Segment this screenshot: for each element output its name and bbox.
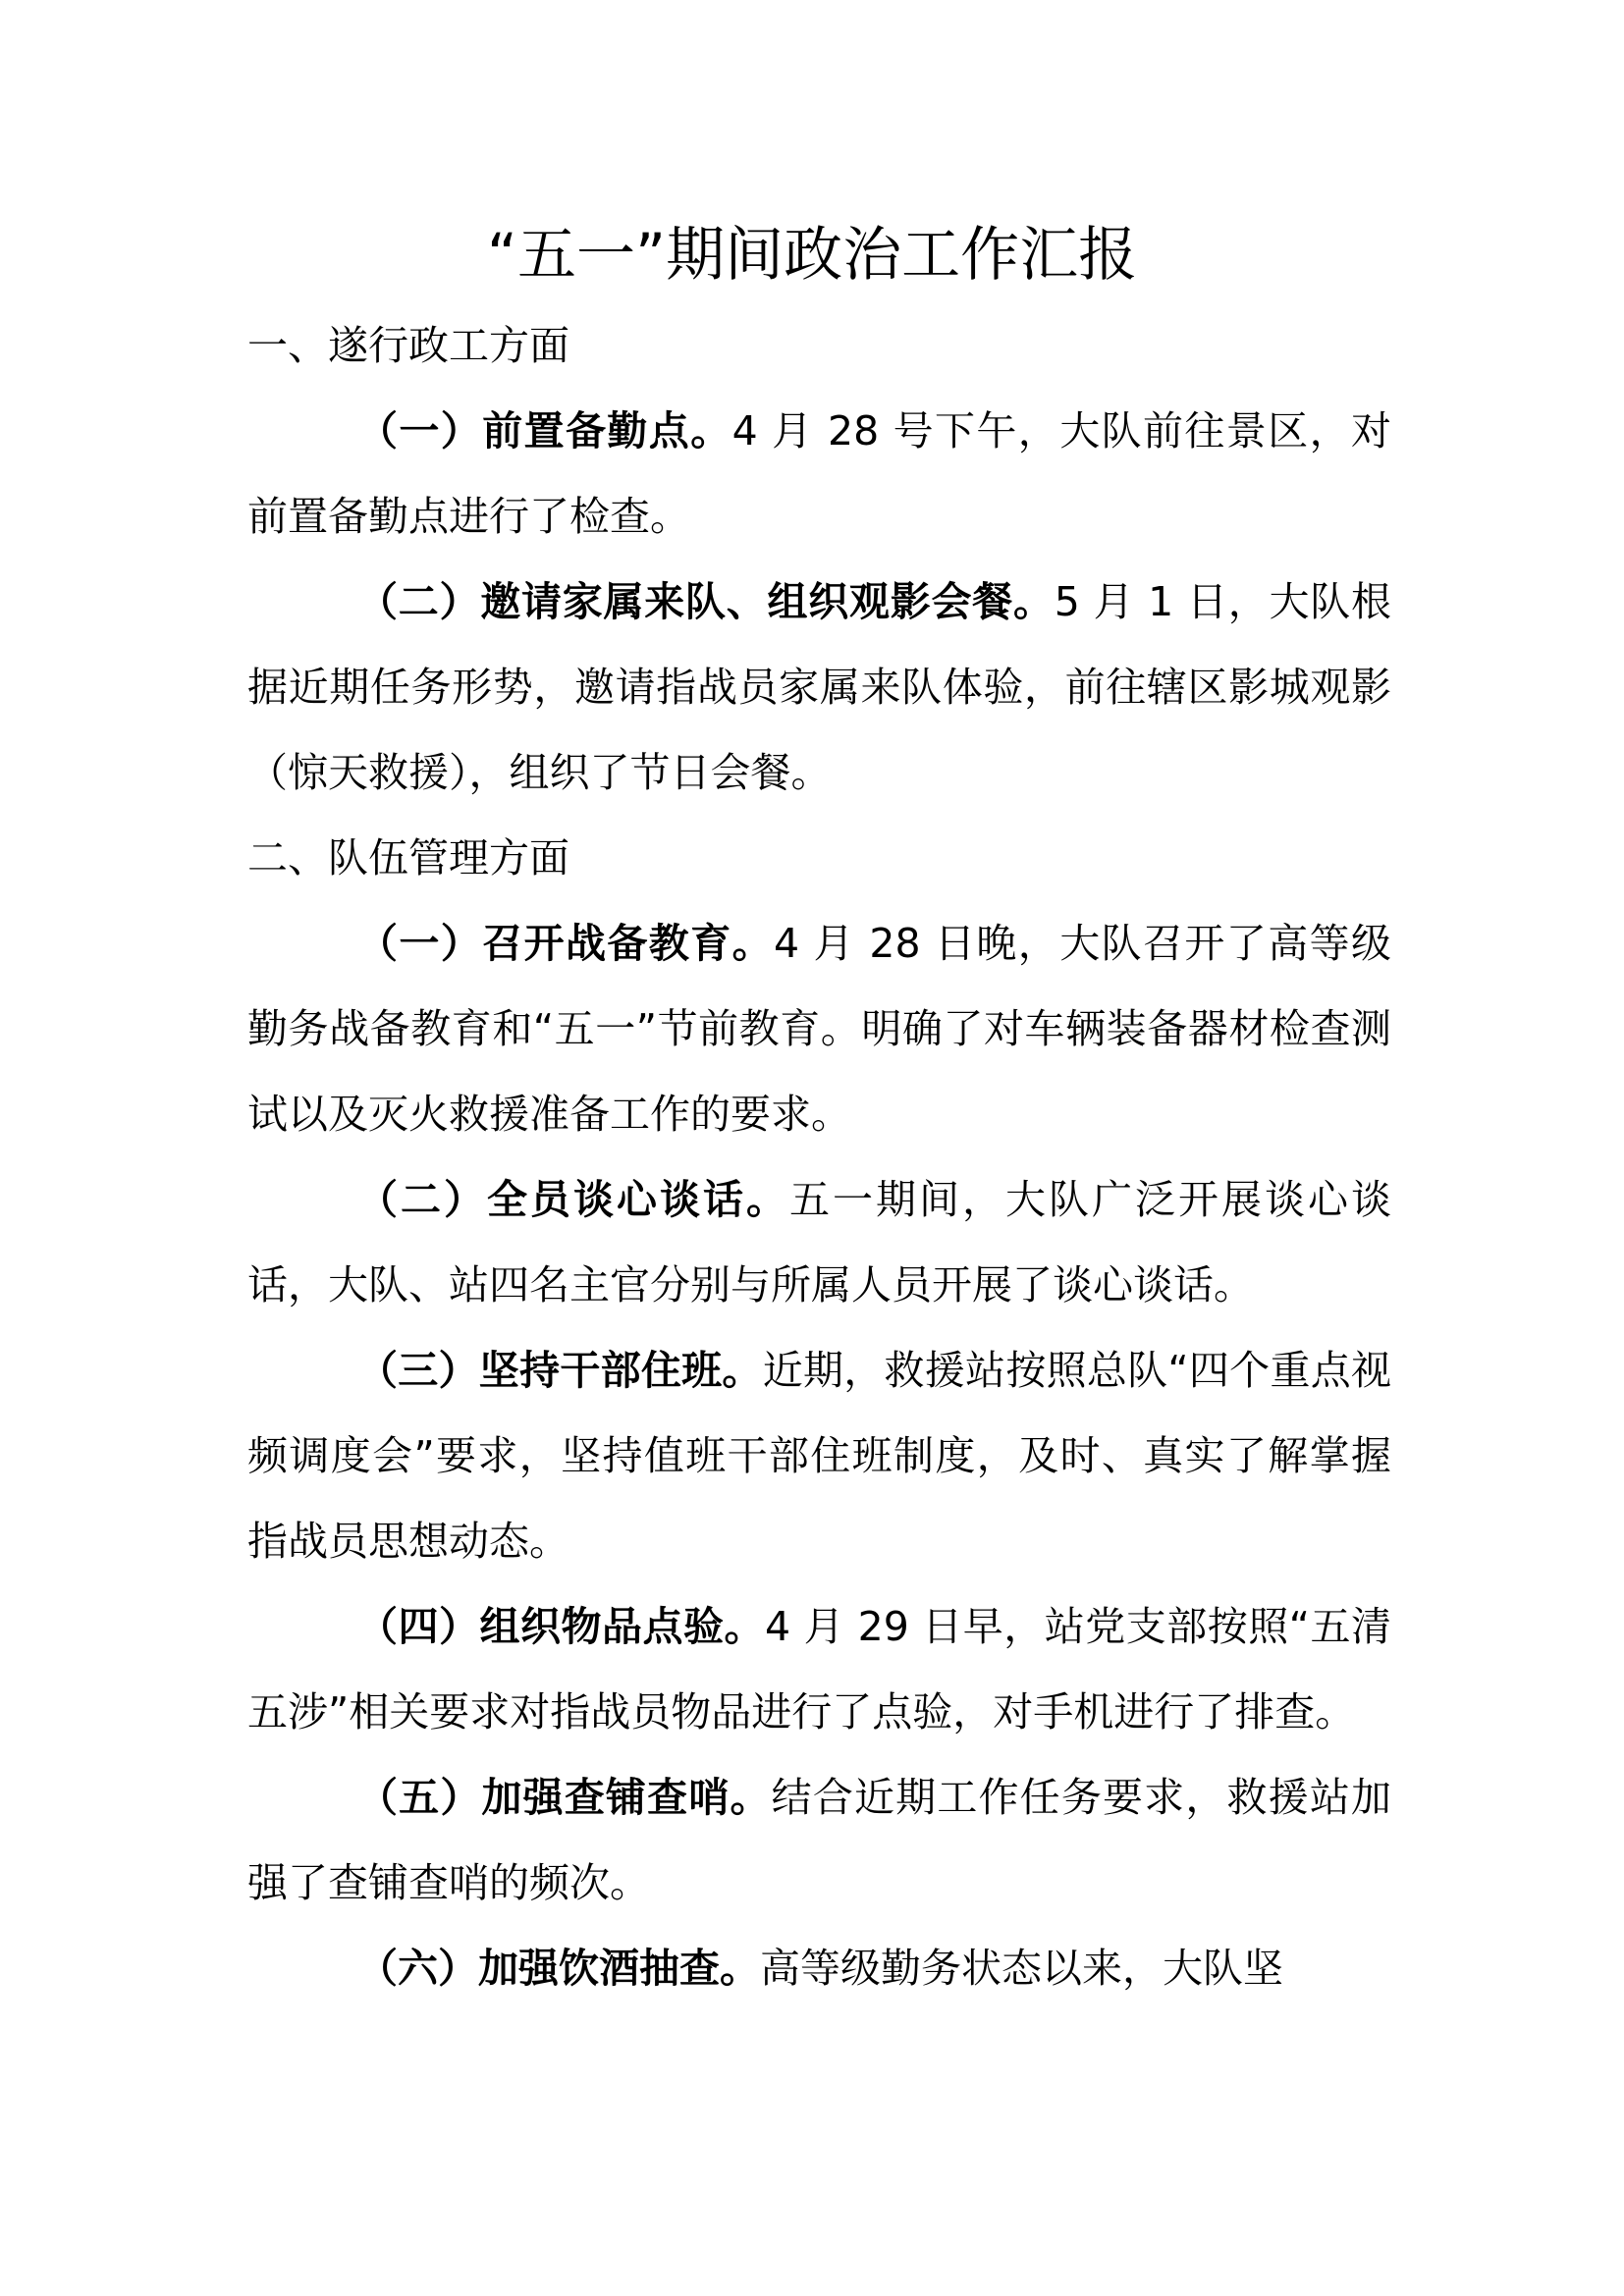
paragraph-text: 4 月 28 日晚，大队召开了高等级勤务战备教育和“五一”节前教育。明确了对车辆装备器材检查测试以及灭火救援准备工作的要求。 [247,920,1392,1138]
paragraph-lead: （一）前置备勤点。 [357,407,732,454]
section-heading-2: 二、队伍管理方面 [247,834,569,881]
document-title: “五一”期间政治工作汇报 [486,221,1138,290]
paragraph-lead: （一）召开战备教育。 [357,920,775,967]
paragraph-text: 5 月 1 日，大队根据近期任务形势，邀请指战员家属来队体验，前往辖区影城观影（惊天救援），组织了节日会餐。 [247,578,1391,796]
paragraph [247,1328,1391,1584]
paragraph-text: 结合近期工作任务要求，救援站加强了查铺查哨的频次。 [247,1774,1392,1906]
paragraph-lead: （六）加强饮酒抽查。 [357,1945,760,1992]
paragraph-lead: （五）加强查铺查哨。 [357,1774,772,1821]
paragraph-text: 近期，救援站按照总队“四个重点视频调度会”要求，坚持值班干部住班制度，及时、真实了解掌握指战员思想动态。 [247,1347,1391,1565]
paragraph-lead: （三）坚持干部住班。 [357,1347,763,1394]
document-body [247,303,1391,2011]
paragraph-lead: （二）邀请家属来队、组织观影会餐。 [357,578,1055,625]
paragraph-lead: （四）组织物品点验。 [357,1603,765,1650]
paragraph-text: 4 月 29 日早，站党支部按照“五清五涉”相关要求对指战员物品进行了点验，对手机进行了排查。 [247,1603,1391,1735]
paragraph [247,560,1391,816]
paragraph-text: 五一期间，大队广泛开展谈心谈话，大队、站四名主官分别与所属人员开展了谈心谈话。 [247,1176,1391,1308]
paragraph-text: 4 月 28 号下午，大队前往景区，对前置备勤点进行了检查。 [247,407,1392,540]
paragraph [247,1584,1391,1755]
paragraph [247,901,1391,1157]
section-heading-1: 一、遂行政工方面 [247,322,569,369]
paragraph-lead: （二）全员谈心谈话。 [357,1176,789,1223]
paragraph [247,389,1391,560]
paragraph-text: 高等级勤务状态以来，大队坚 [760,1945,1283,1992]
paragraph [247,1755,1391,1926]
paragraph [247,1157,1391,1328]
paragraph [247,1926,1391,2011]
